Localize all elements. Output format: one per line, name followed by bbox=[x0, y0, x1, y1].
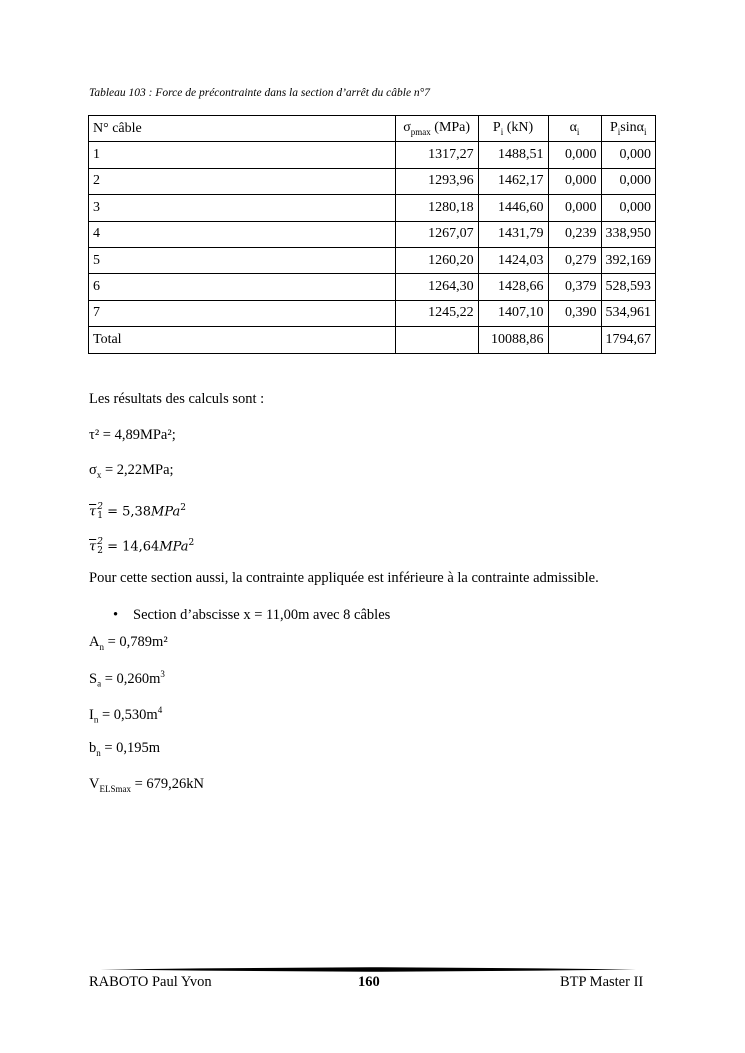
bn-result: $b_n = 0,195m$ bbox=[89, 740, 161, 758]
sa-result: $S_a = 0,260m^3$ bbox=[89, 669, 165, 689]
table-row bbox=[89, 221, 656, 247]
page-number: 160 bbox=[358, 974, 380, 990]
table-total-row bbox=[89, 327, 656, 353]
header-pi: $P_i$ (kN) bbox=[478, 116, 548, 142]
cell-sigma: 1264,30 bbox=[395, 274, 478, 300]
cell-cable-number: 4 bbox=[89, 221, 396, 247]
cell-alpha: 0,279 bbox=[548, 247, 601, 273]
cell-pi: 1446,60 bbox=[478, 195, 548, 221]
cell-cable-number: 7 bbox=[89, 300, 396, 326]
cell-pi: 1462,17 bbox=[478, 168, 548, 194]
table-row bbox=[89, 300, 656, 326]
cell-sigma: 1245,22 bbox=[395, 300, 478, 326]
cell-pi-sin-alpha: 392,169 bbox=[601, 247, 656, 273]
header-pi-sin-alpha: $P_i\sin\alpha_i$ bbox=[601, 116, 656, 142]
results-intro: Les résultats des calculs sont : bbox=[89, 391, 265, 407]
cell-total-label: Total bbox=[89, 327, 396, 353]
cell-cable-number: 5 bbox=[89, 247, 396, 273]
cell-pi: 1424,03 bbox=[478, 247, 548, 273]
cell-alpha: 0,390 bbox=[548, 300, 601, 326]
tau2-bar-squared-result: $\overline{\tau}$ 2 2 = 14,64MPa$^2$ bbox=[89, 537, 195, 556]
cell-pi: 1431,79 bbox=[478, 221, 548, 247]
cell-alpha: 0,000 bbox=[548, 168, 601, 194]
header-alpha: $\alpha_i$ bbox=[548, 116, 601, 142]
cell-pi-sin-alpha: 528,593 bbox=[601, 274, 656, 300]
cell-pi-sin-alpha: 0,000 bbox=[601, 168, 656, 194]
table-row bbox=[89, 168, 656, 194]
bullet-icon: • bbox=[113, 607, 119, 623]
footer-rule bbox=[100, 967, 640, 972]
table-row bbox=[89, 247, 656, 273]
cell-alpha: 0,379 bbox=[548, 274, 601, 300]
cell-alpha: 0,239 bbox=[548, 221, 601, 247]
footer-course: BTP Master II bbox=[560, 974, 644, 990]
footer-author: RABOTO Paul Yvon bbox=[89, 974, 212, 990]
tau-squared-result: τ² = 4,89MPa²; bbox=[89, 427, 176, 443]
cell-total-pi-sin-alpha: 1794,67 bbox=[601, 327, 656, 353]
table-row bbox=[89, 274, 656, 300]
cell-total-alpha-empty bbox=[548, 327, 601, 353]
cell-sigma: 1267,07 bbox=[395, 221, 478, 247]
table-row bbox=[89, 195, 656, 221]
cell-sigma: 1317,27 bbox=[395, 142, 478, 168]
cell-sigma: 1280,18 bbox=[395, 195, 478, 221]
cell-pi: 1488,51 bbox=[478, 142, 548, 168]
cell-pi: 1407,10 bbox=[478, 300, 548, 326]
table-caption: Tableau 103 : Force de précontrainte dans la section d’arrêt du câble n°7 bbox=[89, 87, 431, 99]
sigma-x-result: $\sigma_x = 2,22MPa$; bbox=[89, 462, 174, 480]
an-result: $A_n = 0,789m^2$ bbox=[89, 634, 168, 652]
cell-cable-number: 3 bbox=[89, 195, 396, 221]
cell-pi: 1428,66 bbox=[478, 274, 548, 300]
cell-cable-number: 1 bbox=[89, 142, 396, 168]
in-result: $I_n = 0,530m^4$ bbox=[89, 705, 163, 725]
cell-cable-number: 2 bbox=[89, 168, 396, 194]
cell-cable-number: 6 bbox=[89, 274, 396, 300]
tau1-bar-squared-result: $\overline{\tau}$ 2 1 = 5,38MPa$^2$ bbox=[89, 502, 187, 521]
cell-pi-sin-alpha: 0,000 bbox=[601, 142, 656, 168]
cell-alpha: 0,000 bbox=[548, 142, 601, 168]
header-cable-number: N° câble bbox=[89, 116, 396, 142]
cell-pi-sin-alpha: 338,950 bbox=[601, 221, 656, 247]
prestress-force-table bbox=[88, 115, 656, 354]
table-row bbox=[89, 142, 656, 168]
cell-total-sigma-empty bbox=[395, 327, 478, 353]
cell-total-pi: 10088,86 bbox=[478, 327, 548, 353]
cell-alpha: 0,000 bbox=[548, 195, 601, 221]
cell-pi-sin-alpha: 0,000 bbox=[601, 195, 656, 221]
section-heading: Section d’abscisse x = 11,00m avec 8 câbles bbox=[133, 607, 391, 623]
table-header-row bbox=[89, 116, 656, 142]
cell-sigma: 1293,96 bbox=[395, 168, 478, 194]
conclusion-text: Pour cette section aussi, la contrainte appliquée est inférieure à la contrainte admissible. bbox=[89, 570, 599, 586]
header-sigma-pmax: $\sigma_{pmax}$ (MPa) bbox=[395, 116, 478, 142]
vels-max-result: $V_{ELSmax} = 679,26kN$ bbox=[89, 776, 205, 794]
cell-pi-sin-alpha: 534,961 bbox=[601, 300, 656, 326]
cell-sigma: 1260,20 bbox=[395, 247, 478, 273]
